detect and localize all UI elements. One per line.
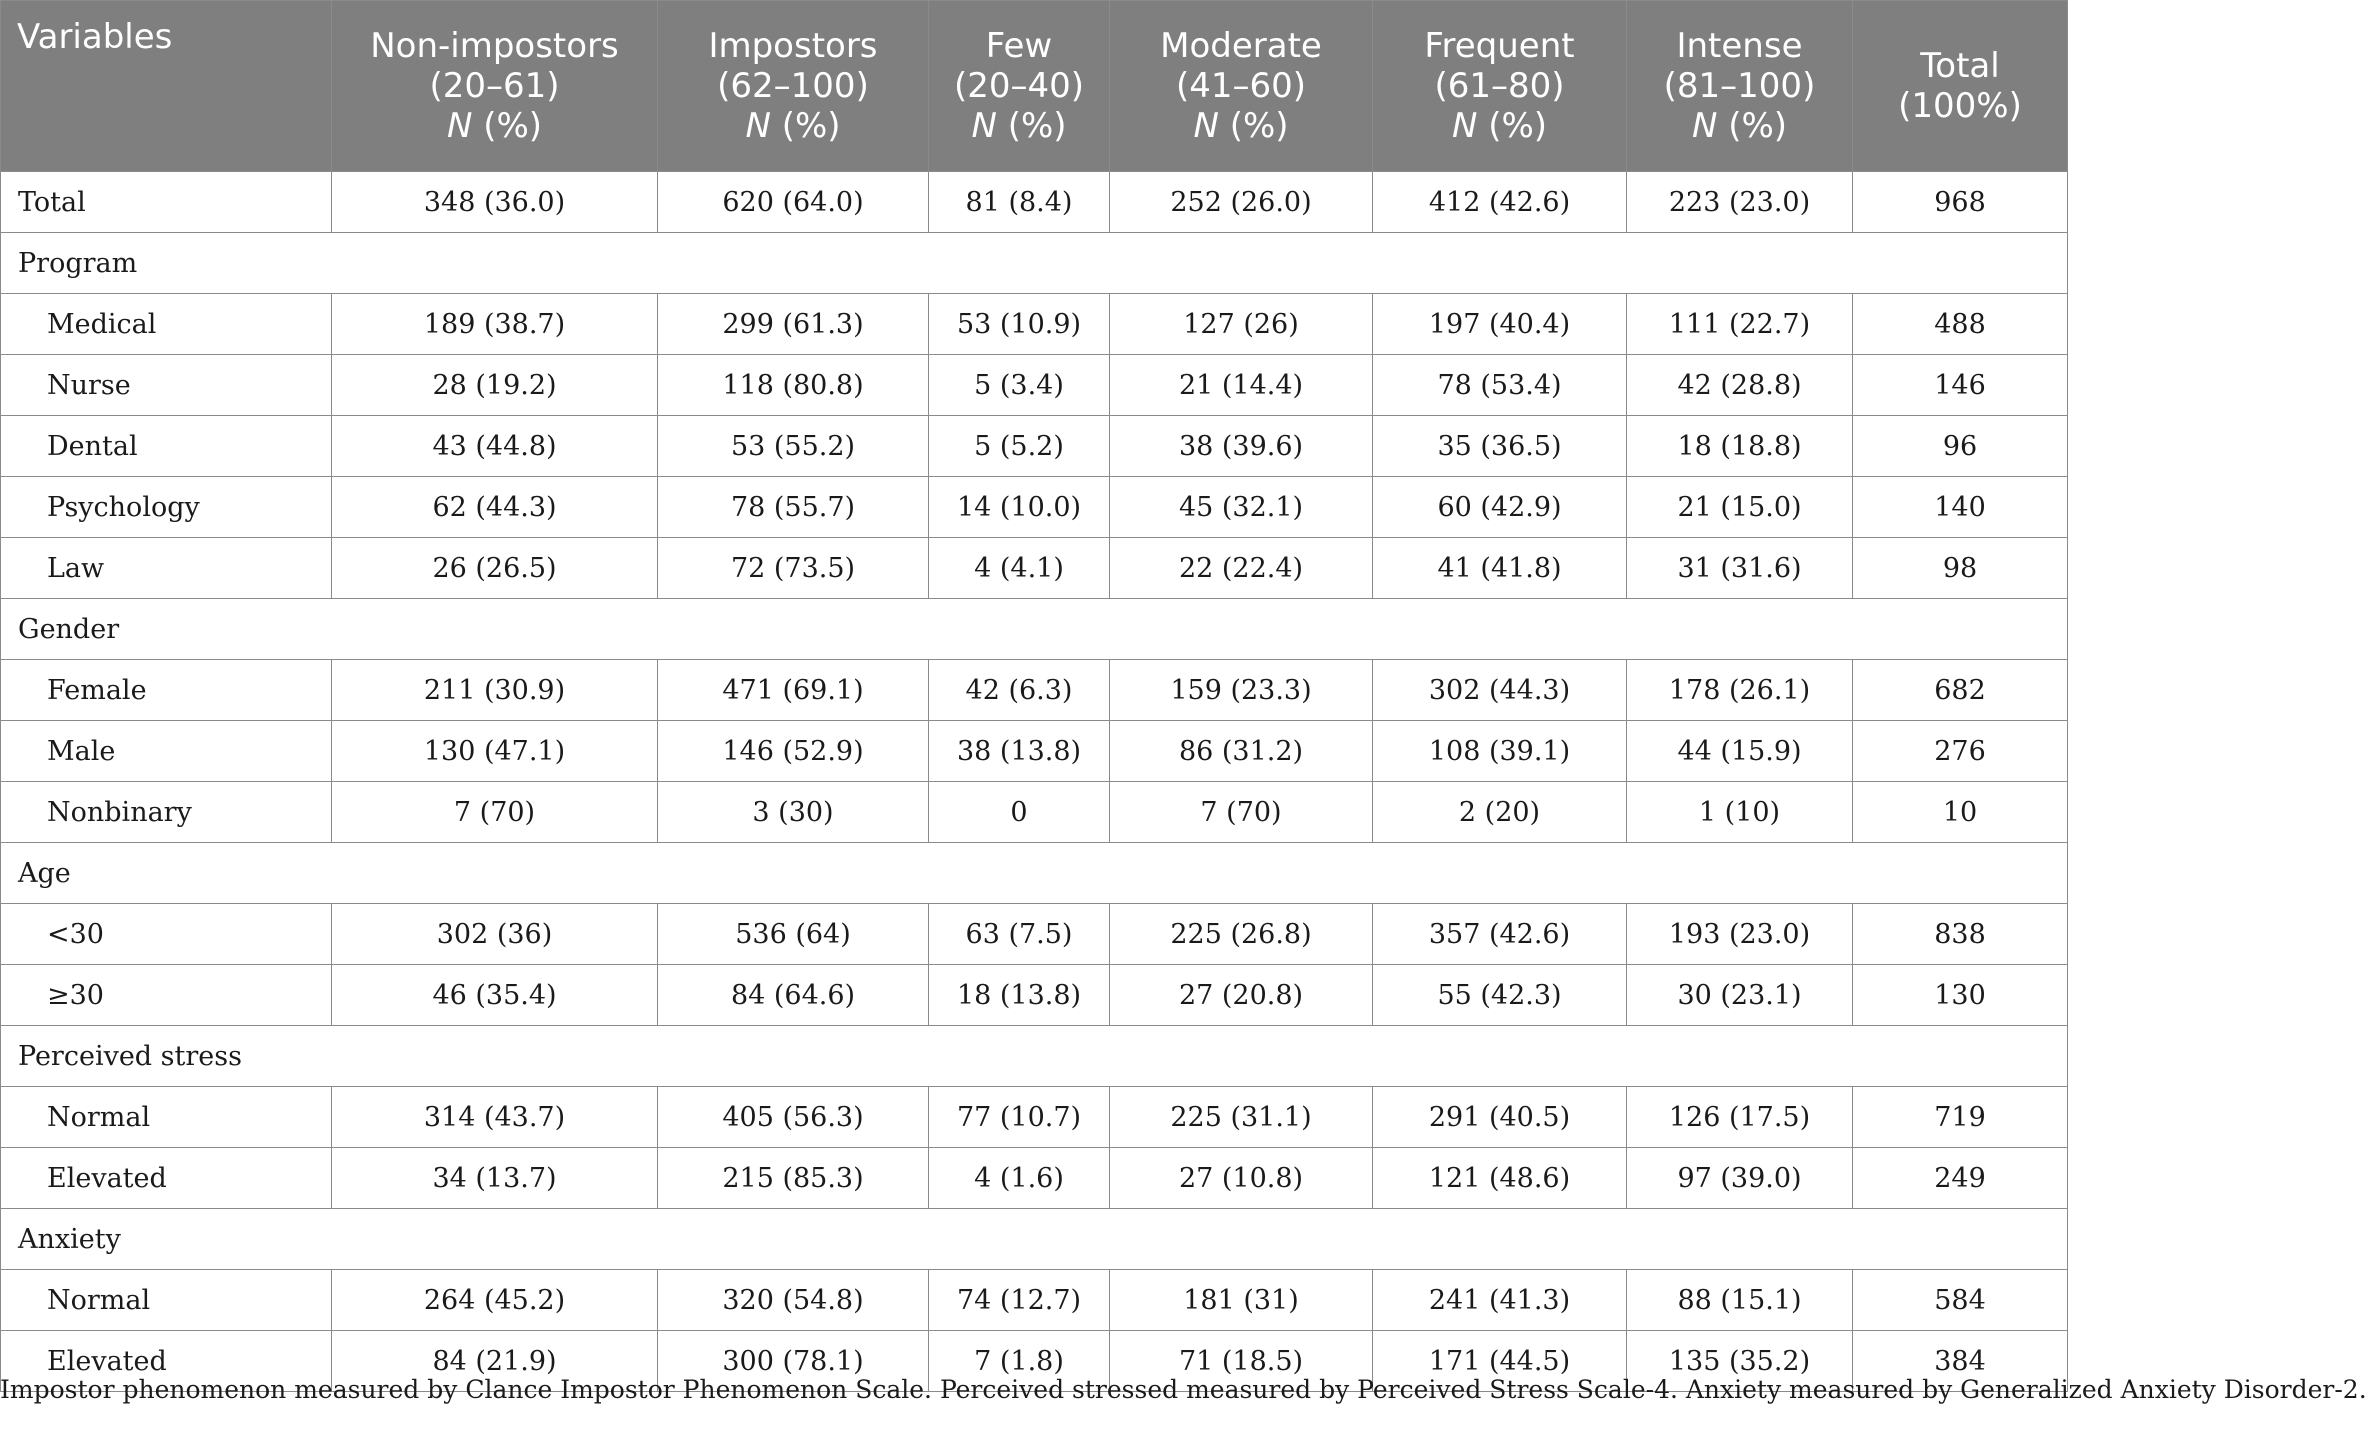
column-header	[658, 1, 929, 172]
table-cell: 211 (30.9)	[332, 660, 658, 721]
table-row	[1, 721, 2068, 782]
table-cell: 35 (36.5)	[1373, 416, 1627, 477]
table-cell: 46 (35.4)	[332, 965, 658, 1026]
table-cell: 14 (10.0)	[929, 477, 1110, 538]
row-label: <30	[1, 904, 332, 965]
column-header-line: (100%)	[1898, 86, 2022, 126]
row-label: Medical	[1, 294, 332, 355]
column-header-line: (20–40)	[953, 66, 1085, 106]
table-cell: 18 (13.8)	[929, 965, 1110, 1026]
row-label: Total	[1, 172, 332, 233]
table-cell: 63 (7.5)	[929, 904, 1110, 965]
table-row	[1, 660, 2068, 721]
table-cell: 264 (45.2)	[332, 1270, 658, 1331]
section-label: Anxiety	[1, 1209, 2068, 1270]
column-header-line: Frequent	[1424, 26, 1575, 66]
table-cell: 130	[1853, 965, 2068, 1026]
table-cell: 146 (52.9)	[658, 721, 929, 782]
table-cell: 241 (41.3)	[1373, 1270, 1627, 1331]
table-cell: 0	[929, 782, 1110, 843]
table-cell: 96	[1853, 416, 2068, 477]
table-cell: 10	[1853, 782, 2068, 843]
column-header	[332, 1, 658, 172]
column-header-line: Impostors	[708, 26, 878, 66]
section-row	[1, 233, 2068, 294]
table-cell: 536 (64)	[658, 904, 929, 965]
table-cell: 178 (26.1)	[1627, 660, 1853, 721]
table-cell: 21 (15.0)	[1627, 477, 1853, 538]
table-cell: 4 (4.1)	[929, 538, 1110, 599]
table-cell: 276	[1853, 721, 2068, 782]
table-cell: 348 (36.0)	[332, 172, 658, 233]
column-header-unit	[1627, 106, 1852, 146]
table-cell: 60 (42.9)	[1373, 477, 1627, 538]
table-cell: 43 (44.8)	[332, 416, 658, 477]
column-header-line: (41–60)	[1175, 66, 1307, 106]
column-header-line: (20–61)	[429, 66, 560, 106]
row-label: Nonbinary	[1, 782, 332, 843]
header-row	[1, 1, 2068, 172]
table-cell: 215 (85.3)	[658, 1148, 929, 1209]
column-header-line: Variables	[17, 17, 173, 57]
table-row	[1, 782, 2068, 843]
table-cell: 121 (48.6)	[1373, 1148, 1627, 1209]
column-header-line: (62–100)	[717, 66, 869, 106]
table-header	[1, 1, 2068, 172]
table-cell: 41 (41.8)	[1373, 538, 1627, 599]
section-label: Perceived stress	[1, 1026, 2068, 1087]
column-header-line: Few	[985, 26, 1053, 66]
section-row	[1, 599, 2068, 660]
row-label: Elevated	[1, 1331, 332, 1392]
table-cell: 189 (38.7)	[332, 294, 658, 355]
row-label: Law	[1, 538, 332, 599]
table-cell: 1 (10)	[1627, 782, 1853, 843]
table-cell: 38 (39.6)	[1110, 416, 1373, 477]
table-body	[1, 172, 2068, 1392]
table-cell: 620 (64.0)	[658, 172, 929, 233]
column-header-variables	[1, 1, 332, 172]
table-cell: 357 (42.6)	[1373, 904, 1627, 965]
column-header-unit	[929, 106, 1109, 146]
table-cell: 81 (8.4)	[929, 172, 1110, 233]
table-cell: 72 (73.5)	[658, 538, 929, 599]
n-symbol: N	[1451, 106, 1478, 146]
n-symbol: N	[1691, 106, 1718, 146]
percent-symbol: (%)	[1218, 106, 1289, 146]
table-cell: 78 (55.7)	[658, 477, 929, 538]
table-cell: 84 (21.9)	[332, 1331, 658, 1392]
table-cell: 38 (13.8)	[929, 721, 1110, 782]
table-cell: 45 (32.1)	[1110, 477, 1373, 538]
table-cell: 197 (40.4)	[1373, 294, 1627, 355]
table-cell: 130 (47.1)	[332, 721, 658, 782]
column-header-line: (81–100)	[1663, 66, 1816, 106]
table-cell: 7 (70)	[1110, 782, 1373, 843]
row-label: Nurse	[1, 355, 332, 416]
table-cell: 302 (44.3)	[1373, 660, 1627, 721]
table-cell: 86 (31.2)	[1110, 721, 1373, 782]
table-cell: 384	[1853, 1331, 2068, 1392]
column-header	[1373, 1, 1627, 172]
section-row	[1, 843, 2068, 904]
table-row	[1, 538, 2068, 599]
table-cell: 471 (69.1)	[658, 660, 929, 721]
n-symbol: N	[1193, 106, 1219, 146]
table-cell: 140	[1853, 477, 2068, 538]
table-cell: 53 (55.2)	[658, 416, 929, 477]
column-header-unit	[332, 106, 657, 146]
table-cell: 27 (10.8)	[1110, 1148, 1373, 1209]
table-cell: 77 (10.7)	[929, 1087, 1110, 1148]
table-cell: 135 (35.2)	[1627, 1331, 1853, 1392]
section-label: Program	[1, 233, 2068, 294]
table-row	[1, 1148, 2068, 1209]
column-header-line: (61–80)	[1434, 66, 1565, 106]
n-symbol: N	[971, 106, 997, 146]
table-cell: 111 (22.7)	[1627, 294, 1853, 355]
table-cell: 225 (26.8)	[1110, 904, 1373, 965]
column-header	[1853, 1, 2068, 172]
section-label: Age	[1, 843, 2068, 904]
section-row	[1, 1209, 2068, 1270]
n-symbol: N	[745, 106, 771, 146]
row-label: Male	[1, 721, 332, 782]
column-header-line: Intense	[1676, 26, 1803, 66]
table-cell: 62 (44.3)	[332, 477, 658, 538]
table-cell: 299 (61.3)	[658, 294, 929, 355]
table-cell: 97 (39.0)	[1627, 1148, 1853, 1209]
table-cell: 4 (1.6)	[929, 1148, 1110, 1209]
table-cell: 838	[1853, 904, 2068, 965]
table-row	[1, 294, 2068, 355]
table-cell: 42 (6.3)	[929, 660, 1110, 721]
row-label: Normal	[1, 1270, 332, 1331]
column-header	[1627, 1, 1853, 172]
table-cell: 5 (5.2)	[929, 416, 1110, 477]
table-cell: 719	[1853, 1087, 2068, 1148]
row-label: Psychology	[1, 477, 332, 538]
table-cell: 171 (44.5)	[1373, 1331, 1627, 1392]
table-cell: 5 (3.4)	[929, 355, 1110, 416]
table-cell: 26 (26.5)	[332, 538, 658, 599]
section-row	[1, 1026, 2068, 1087]
table-cell: 159 (23.3)	[1110, 660, 1373, 721]
column-header-line: Non-impostors	[370, 26, 619, 66]
table-cell: 7 (1.8)	[929, 1331, 1110, 1392]
table-row	[1, 172, 2068, 233]
table-cell: 146	[1853, 355, 2068, 416]
table-cell: 314 (43.7)	[332, 1087, 658, 1148]
table-cell: 405 (56.3)	[658, 1087, 929, 1148]
table-cell: 21 (14.4)	[1110, 355, 1373, 416]
table-cell: 302 (36)	[332, 904, 658, 965]
column-header	[929, 1, 1110, 172]
table-cell: 18 (18.8)	[1627, 416, 1853, 477]
table-cell: 488	[1853, 294, 2068, 355]
table-cell: 2 (20)	[1373, 782, 1627, 843]
table-cell: 300 (78.1)	[658, 1331, 929, 1392]
table-cell: 225 (31.1)	[1110, 1087, 1373, 1148]
table-cell: 27 (20.8)	[1110, 965, 1373, 1026]
percent-symbol: (%)	[770, 106, 841, 146]
table-cell: 252 (26.0)	[1110, 172, 1373, 233]
table-row	[1, 355, 2068, 416]
table-cell: 968	[1853, 172, 2068, 233]
column-header	[1110, 1, 1373, 172]
percent-symbol: (%)	[1477, 106, 1548, 146]
table-cell: 181 (31)	[1110, 1270, 1373, 1331]
section-label: Gender	[1, 599, 2068, 660]
table-row	[1, 904, 2068, 965]
table-cell: 291 (40.5)	[1373, 1087, 1627, 1148]
table-cell: 34 (13.7)	[332, 1148, 658, 1209]
percent-symbol: (%)	[996, 106, 1067, 146]
table-cell: 126 (17.5)	[1627, 1087, 1853, 1148]
table-cell: 55 (42.3)	[1373, 965, 1627, 1026]
row-label: Elevated	[1, 1148, 332, 1209]
table-cell: 118 (80.8)	[658, 355, 929, 416]
table-cell: 98	[1853, 538, 2068, 599]
table-cell: 22 (22.4)	[1110, 538, 1373, 599]
table-cell: 74 (12.7)	[929, 1270, 1110, 1331]
table-cell: 249	[1853, 1148, 2068, 1209]
table-row	[1, 965, 2068, 1026]
table-cell: 53 (10.9)	[929, 294, 1110, 355]
table-cell: 78 (53.4)	[1373, 355, 1627, 416]
table-cell: 30 (23.1)	[1627, 965, 1853, 1026]
percent-symbol: (%)	[1717, 106, 1788, 146]
table-row	[1, 477, 2068, 538]
table-row	[1, 1270, 2068, 1331]
table-cell: 28 (19.2)	[332, 355, 658, 416]
table-cell: 3 (30)	[658, 782, 929, 843]
table-cell: 71 (18.5)	[1110, 1331, 1373, 1392]
table-cell: 584	[1853, 1270, 2068, 1331]
table-cell: 42 (28.8)	[1627, 355, 1853, 416]
table-footnote: Impostor phenomenon measured by Clance Impostor Phenomenon Scale. Perceived stressed measured by Perceived Stress Scale-4. Anxiety measured by Generalized Anxiety Disorder-2.	[0, 1375, 2367, 1404]
table-cell: 108 (39.1)	[1373, 721, 1627, 782]
table-row	[1, 1087, 2068, 1148]
percent-symbol: (%)	[472, 106, 543, 146]
column-header-unit	[1110, 106, 1372, 146]
table-cell: 412 (42.6)	[1373, 172, 1627, 233]
table-cell: 320 (54.8)	[658, 1270, 929, 1331]
table-cell: 127 (26)	[1110, 294, 1373, 355]
table-cell: 88 (15.1)	[1627, 1270, 1853, 1331]
table-cell: 31 (31.6)	[1627, 538, 1853, 599]
table-cell: 223 (23.0)	[1627, 172, 1853, 233]
table-cell: 84 (64.6)	[658, 965, 929, 1026]
row-label: Normal	[1, 1087, 332, 1148]
table-cell: 682	[1853, 660, 2068, 721]
table-cell: 44 (15.9)	[1627, 721, 1853, 782]
n-symbol: N	[446, 106, 473, 146]
column-header-line: Moderate	[1160, 26, 1322, 66]
table-cell: 7 (70)	[332, 782, 658, 843]
row-label: ≥30	[1, 965, 332, 1026]
column-header-unit	[658, 106, 928, 146]
column-header-unit	[1373, 106, 1626, 146]
table-cell: 193 (23.0)	[1627, 904, 1853, 965]
row-label: Dental	[1, 416, 332, 477]
column-header-line: Total	[1920, 46, 2000, 86]
row-label: Female	[1, 660, 332, 721]
table-row	[1, 416, 2068, 477]
